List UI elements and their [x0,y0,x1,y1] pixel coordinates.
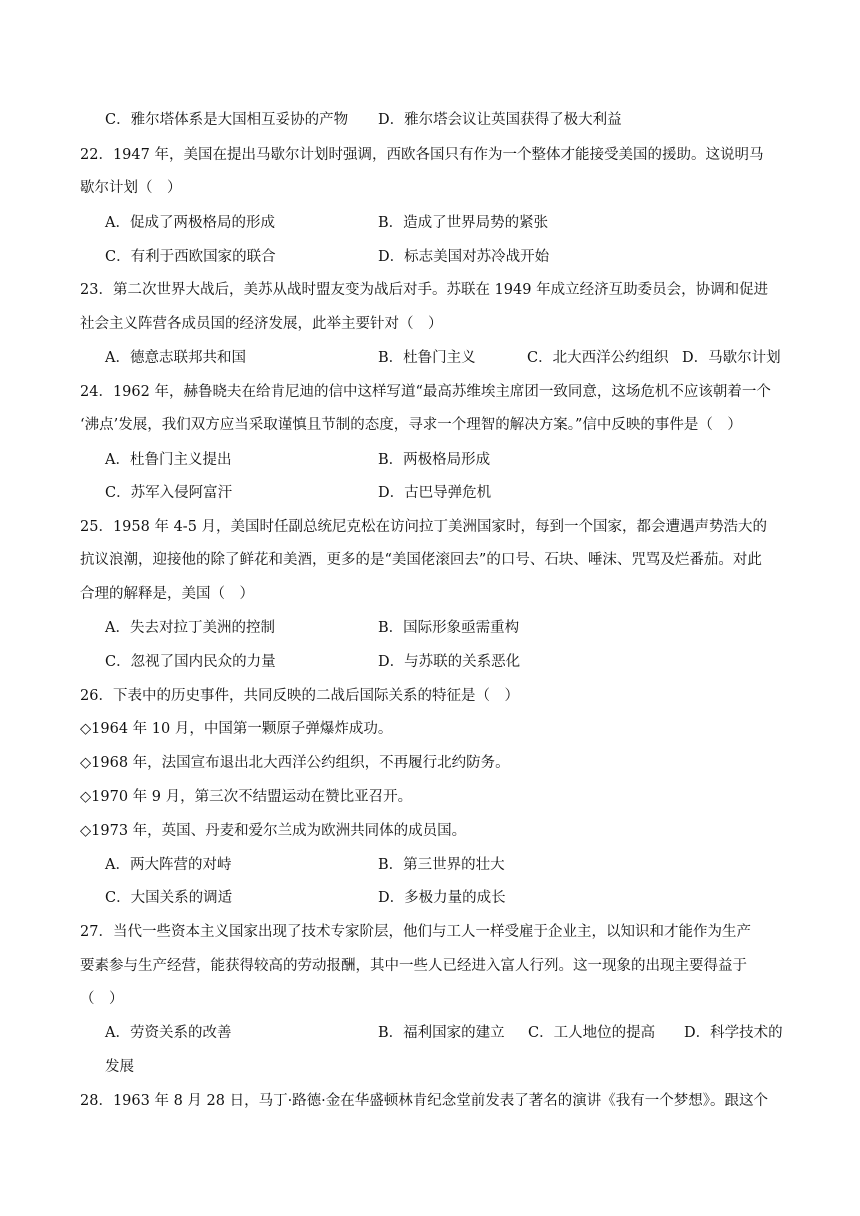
q24-option-c[interactable]: C．苏军入侵阿富汗 [105,485,233,501]
q22-stem-line-1: 22．1947 年，美国在提出马歇尔计划时强调，西欧各国只有作为一个整体才能接受美国的援助。这说明马 [80,147,764,163]
q25-option-a[interactable]: A．失去对拉丁美洲的控制 [105,620,275,636]
q26-option-a[interactable]: A．两大阵营的对峙 [105,857,232,873]
q24-option-d[interactable]: D．古巴导弹危机 [378,485,492,501]
q27-option-d-continuation: 发展 [105,1059,134,1075]
q26-event-3: ◇1970 年 9 月，第三次不结盟运动在赞比亚召开。 [80,789,413,805]
q23-option-a[interactable]: A．德意志联邦共和国 [105,350,246,366]
q26-option-d[interactable]: D．多极力量的成长 [378,890,506,906]
q27-option-d[interactable]: D．科学技术的 [684,1025,783,1041]
q21-option-d[interactable]: D．雅尔塔会议让英国获得了极大利益 [378,112,622,128]
q24-option-b[interactable]: B．两极格局形成 [378,452,491,468]
q27-option-a[interactable]: A．劳资关系的改善 [105,1025,232,1041]
q24-option-a[interactable]: A．杜鲁门主义提出 [105,452,232,468]
q26-event-1: ◇1964 年 10 月，中国第一颗原子弹爆炸成功。 [80,721,393,737]
q22-stem-line-2: 歇尔计划（ ） [80,180,182,196]
q24-stem-line-2: ‘沸点’发展，我们双方应当采取谨慎且节制的态度，寻求一个理智的解决方案。”信中反映的事件是（ ） [80,417,742,433]
q23-option-c[interactable]: C．北大西洋公约组织 [527,350,669,366]
q22-option-c[interactable]: C．有利于西欧国家的联合 [105,249,276,265]
q24-stem-line-1: 24．1962 年，赫鲁晓夫在给肯尼迪的信中这样写道“最高苏维埃主席团一致同意，这场危机不应该朝着一个 [80,384,771,400]
q26-event-4: ◇1973 年，英国、丹麦和爱尔兰成为欧洲共同体的成员国。 [80,823,467,839]
q25-option-c[interactable]: C．忽视了国内民众的力量 [105,654,276,670]
q25-option-b[interactable]: B．国际形象亟需重构 [378,620,520,636]
q25-stem-line-1: 25．1958 年 4-5 月，美国时任副总统尼克松在访问拉丁美洲国家时，每到一个国家，都会遭遇声势浩大的 [80,519,768,535]
q26-stem-line-1: 26．下表中的历史事件，共同反映的二战后国际关系的特征是（ ） [80,688,519,704]
q25-option-d[interactable]: D．与苏联的关系恶化 [378,654,521,670]
q28-stem-line-1: 28．1963 年 8 月 28 日，马丁·路德·金在华盛顿林肯纪念堂前发表了著名的演讲《我有一个梦想》。跟这个 [80,1093,769,1109]
q22-option-b[interactable]: B．造成了世界局势的紧张 [378,215,549,231]
q26-option-b[interactable]: B．第三世界的壮大 [378,857,505,873]
q21-option-c[interactable]: C．雅尔塔体系是大国相互妥协的产物 [105,112,349,128]
q22-option-a[interactable]: A．促成了两极格局的形成 [105,215,275,231]
q26-event-2: ◇1968 年，法国宣布退出北大西洋公约组织，不再履行北约防务。 [80,755,510,771]
q27-stem-line-3: （ ） [80,991,124,1007]
q27-stem-line-1: 27．当代一些资本主义国家出现了技术专家阶层，他们与工人一样受雇于企业主，以知识和才能作为生产 [80,924,751,940]
q23-stem-line-2: 社会主义阵营各成员国的经济发展，此举主要针对（ ） [80,316,443,332]
q22-option-d[interactable]: D．标志美国对苏冷战开始 [378,249,550,265]
q27-option-b[interactable]: B．福利国家的建立 [378,1025,505,1041]
q25-stem-line-2: 抗议浪潮，迎接他的除了鲜花和美酒，更多的是“美国佬滚回去”的口号、石块、唾沫、咒骂及烂番茄。对此 [80,552,762,568]
q23-option-d[interactable]: D．马歇尔计划 [682,350,781,366]
q23-stem-line-1: 23．第二次世界大战后，美苏从战时盟友变为战后对手。苏联在 1949 年成立经济互助委员会，协调和促进 [80,282,769,298]
q26-option-c[interactable]: C．大国关系的调适 [105,890,233,906]
q27-option-c[interactable]: C．工人地位的提高 [528,1025,656,1041]
q23-option-b[interactable]: B．杜鲁门主义 [378,350,476,366]
q25-stem-line-3: 合理的解释是，美国（ ） [80,586,254,602]
q27-stem-line-2: 要素参与生产经营，能获得较高的劳动报酬，其中一些人已经进入富人行列。这一现象的出现主要得益于 [80,958,747,974]
